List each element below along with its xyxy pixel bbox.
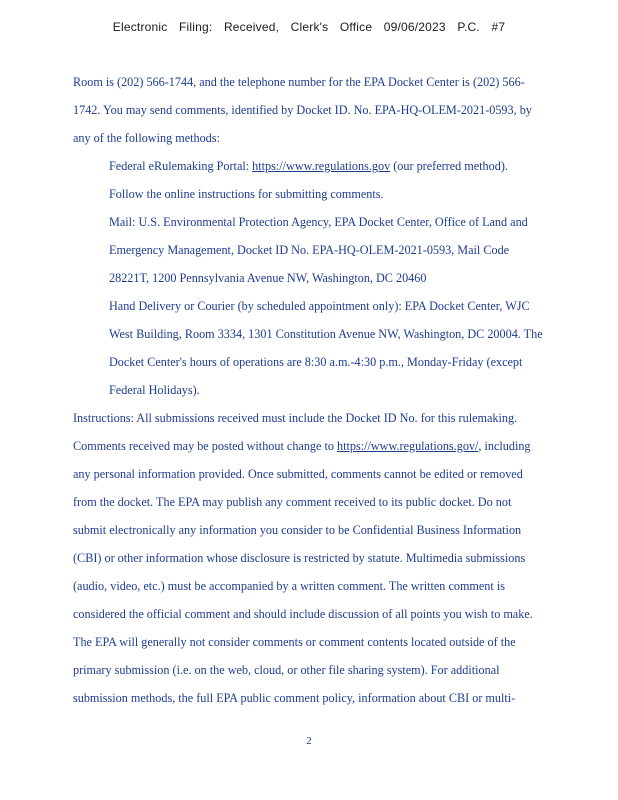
bullet-text: (our preferred method).: [390, 159, 508, 173]
bullet-continuation: Docket Center's hours of operations are 8:30 a.m.-4:30 p.m., Monday-Friday (except: [109, 355, 523, 369]
body-line: primary submission (i.e. on the web, cloud, or other file sharing system). For additional: [73, 663, 500, 677]
body-line: any personal information provided. Once submitted, comments cannot be edited or removed: [73, 467, 523, 481]
regulations-gov-link[interactable]: https://www.regulations.gov: [252, 159, 391, 173]
bullet-text: Hand Delivery or Courier (by scheduled appointment only): EPA Docket Center, WJC: [109, 299, 530, 313]
body-line: (CBI) or other information whose disclosure is restricted by statute. Multimedia submissions: [73, 551, 526, 565]
bullet-text: Federal eRulemaking Portal:: [109, 159, 253, 173]
body-line: 1742. You may send comments, identified by Docket ID. No. EPA-HQ-OLEM-2021-0593, by: [73, 103, 532, 117]
body-line: The EPA will generally not consider comments or comment contents located outside of the: [73, 635, 516, 649]
bullet-continuation: 28221T, 1200 Pennsylvania Avenue NW, Washington, DC 20460: [109, 271, 427, 285]
body-line: (audio, video, etc.) must be accompanied by a written comment. The written comment is: [73, 579, 505, 593]
bullet-item-mail: [73, 208, 613, 236]
bullet-item-portal: [73, 152, 613, 180]
body-line: [73, 432, 613, 460]
body-line: Instructions: All submissions received must include the Docket ID No. for this rulemaking.: [73, 411, 518, 425]
body-text: , including: [478, 439, 531, 453]
body-line: considered the official comment and should include discussion of all points you wish to make.: [73, 607, 533, 621]
body-text: Comments received may be posted without change to: [73, 439, 337, 453]
body-line: from the docket. The EPA may publish any comment received to its public docket. Do not: [73, 495, 512, 509]
bullet-item-hand-delivery: [73, 292, 613, 320]
body-line: Room is (202) 566-1744, and the telephone number for the EPA Docket Center is (202) 566-: [73, 75, 525, 89]
bullet-continuation: Emergency Management, Docket ID No. EPA-HQ-OLEM-2021-0593, Mail Code: [109, 243, 510, 257]
page-number: 2: [306, 735, 312, 747]
document-body: [73, 68, 613, 712]
body-line: any of the following methods:: [73, 131, 220, 145]
body-line: submit electronically any information you consider to be Confidential Business Information: [73, 523, 522, 537]
bullet-continuation: Federal Holidays).: [109, 383, 200, 397]
body-line: submission methods, the full EPA public comment policy, information about CBI or multi-: [73, 691, 516, 705]
bullet-continuation: West Building, Room 3334, 1301 Constitution Avenue NW, Washington, DC 20004. The: [109, 327, 543, 341]
bullet-continuation: Follow the online instructions for submitting comments.: [109, 187, 384, 201]
filing-header: Electronic Filing: Received, Clerk's Office 09/06/2023 P.C. #7: [112, 20, 506, 34]
regulations-gov-link[interactable]: https://www.regulations.gov/: [337, 439, 479, 453]
bullet-text: Mail: U.S. Environmental Protection Agency, EPA Docket Center, Office of Land and: [109, 215, 528, 229]
